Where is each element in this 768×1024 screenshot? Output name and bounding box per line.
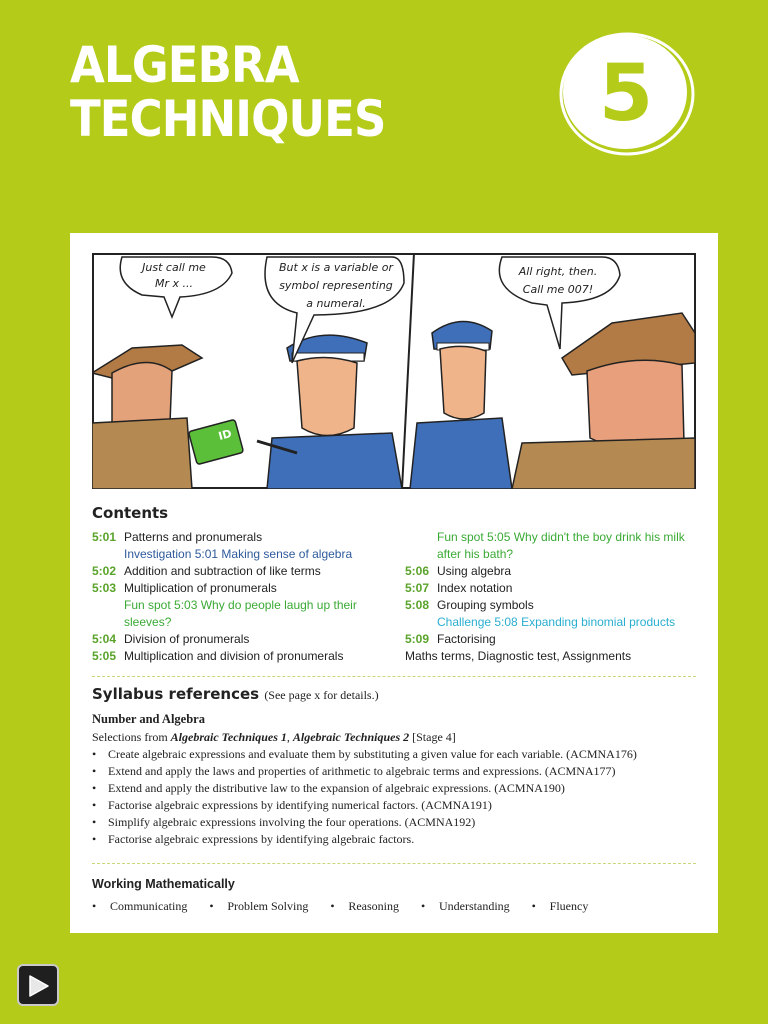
- chapter-title-line1: ALGEBRA: [70, 36, 299, 94]
- comic-strip: [92, 253, 696, 489]
- toc-item[interactable]: 5:09 Factorising: [405, 632, 496, 646]
- bubble2-line2: symbol representing: [279, 279, 393, 292]
- syllabus-details: [92, 711, 702, 848]
- contents-list-right: [405, 529, 705, 665]
- play-button[interactable]: [17, 964, 59, 1006]
- contents-heading: Contents: [92, 504, 169, 522]
- working-mathematically-heading: Working Mathematically: [92, 877, 235, 891]
- toc-item[interactable]: Fun spot 5:03 Why do people laugh up their: [124, 598, 357, 612]
- toc-item[interactable]: Investigation 5:01 Making sense of algebra: [124, 547, 353, 561]
- chapter-title-line2: TECHNIQUES: [70, 90, 386, 148]
- syllabus-note: (See page x for details.): [264, 688, 379, 702]
- toc-item[interactable]: 5:01 Patterns and pronumerals: [92, 530, 263, 544]
- toc-item[interactable]: 5:07 Index notation: [405, 581, 513, 595]
- wm-item: • Fluency: [531, 899, 589, 913]
- outcome-item: • Extend and apply the laws and properties of arithmetic to algebraic terms and expressions. (ACMNA177): [92, 764, 616, 778]
- divider: [92, 863, 696, 864]
- toc-item[interactable]: 5:03 Multiplication of pronumerals: [92, 581, 277, 595]
- divider: [92, 676, 696, 677]
- syllabus-title: Syllabus references: [92, 685, 260, 703]
- wm-item: • Reasoning: [330, 899, 400, 913]
- chapter-number-badge: [553, 26, 699, 158]
- content-panel: [70, 233, 718, 933]
- toc-item[interactable]: Fun spot 5:05 Why didn't the boy drink his milk: [437, 530, 685, 544]
- outcome-item: • Extend and apply the distributive law to the expansion of algebraic expressions. (ACMNA190): [92, 781, 565, 795]
- syllabus-heading: [92, 685, 379, 703]
- wm-item: • Communicating: [92, 899, 188, 913]
- outcome-item: • Factorise algebraic expressions by identifying numerical factors. (ACMNA191): [92, 798, 492, 812]
- wm-item: • Understanding: [421, 899, 510, 913]
- bubble2-line1: But x is a variable or: [279, 261, 393, 274]
- toc-item[interactable]: 5:06 Using algebra: [405, 564, 512, 578]
- toc-item[interactable]: 5:02 Addition and subtraction of like terms: [92, 564, 321, 578]
- outcome-item: • Factorise algebraic expressions by identifying algebraic factors.: [92, 832, 415, 846]
- bubble1-line1: Just call me: [142, 261, 206, 274]
- working-mathematically-list: [92, 899, 702, 914]
- bubble3-line2: Call me 007!: [522, 283, 594, 296]
- contents-list-left: [92, 529, 402, 665]
- toc-item[interactable]: Challenge 5:08 Expanding binomial products: [437, 615, 676, 629]
- id-card-label: ID: [217, 426, 234, 443]
- toc-item[interactable]: sleeves?: [124, 615, 172, 629]
- bubble2-line3: a numeral.: [306, 297, 366, 310]
- bubble3-line1: All right, then.: [518, 265, 598, 278]
- selections-line: Selections from Algebraic Techniques 1, Algebraic Techniques 2 [Stage 4]: [92, 730, 456, 744]
- strand-heading: Number and Algebra: [92, 712, 205, 726]
- chapter-title: [70, 38, 385, 146]
- wm-item: • Problem Solving: [209, 899, 309, 913]
- play-icon: [28, 974, 50, 998]
- toc-item[interactable]: Maths terms, Diagnostic test, Assignments: [405, 649, 632, 663]
- outcome-item: • Create algebraic expressions and evaluate them by substituting a given value for each variable. (ACMNA176): [92, 747, 637, 761]
- toc-item[interactable]: 5:04 Division of pronumerals: [92, 632, 250, 646]
- chapter-number: 5: [598, 49, 654, 139]
- toc-item[interactable]: 5:08 Grouping symbols: [405, 598, 534, 612]
- outcome-item: • Simplify algebraic expressions involving the four operations. (ACMNA192): [92, 815, 476, 829]
- toc-item[interactable]: after his bath?: [437, 547, 514, 561]
- bubble1-line2: Mr x ...: [154, 277, 194, 290]
- toc-item[interactable]: 5:05 Multiplication and division of pronumerals: [92, 649, 344, 663]
